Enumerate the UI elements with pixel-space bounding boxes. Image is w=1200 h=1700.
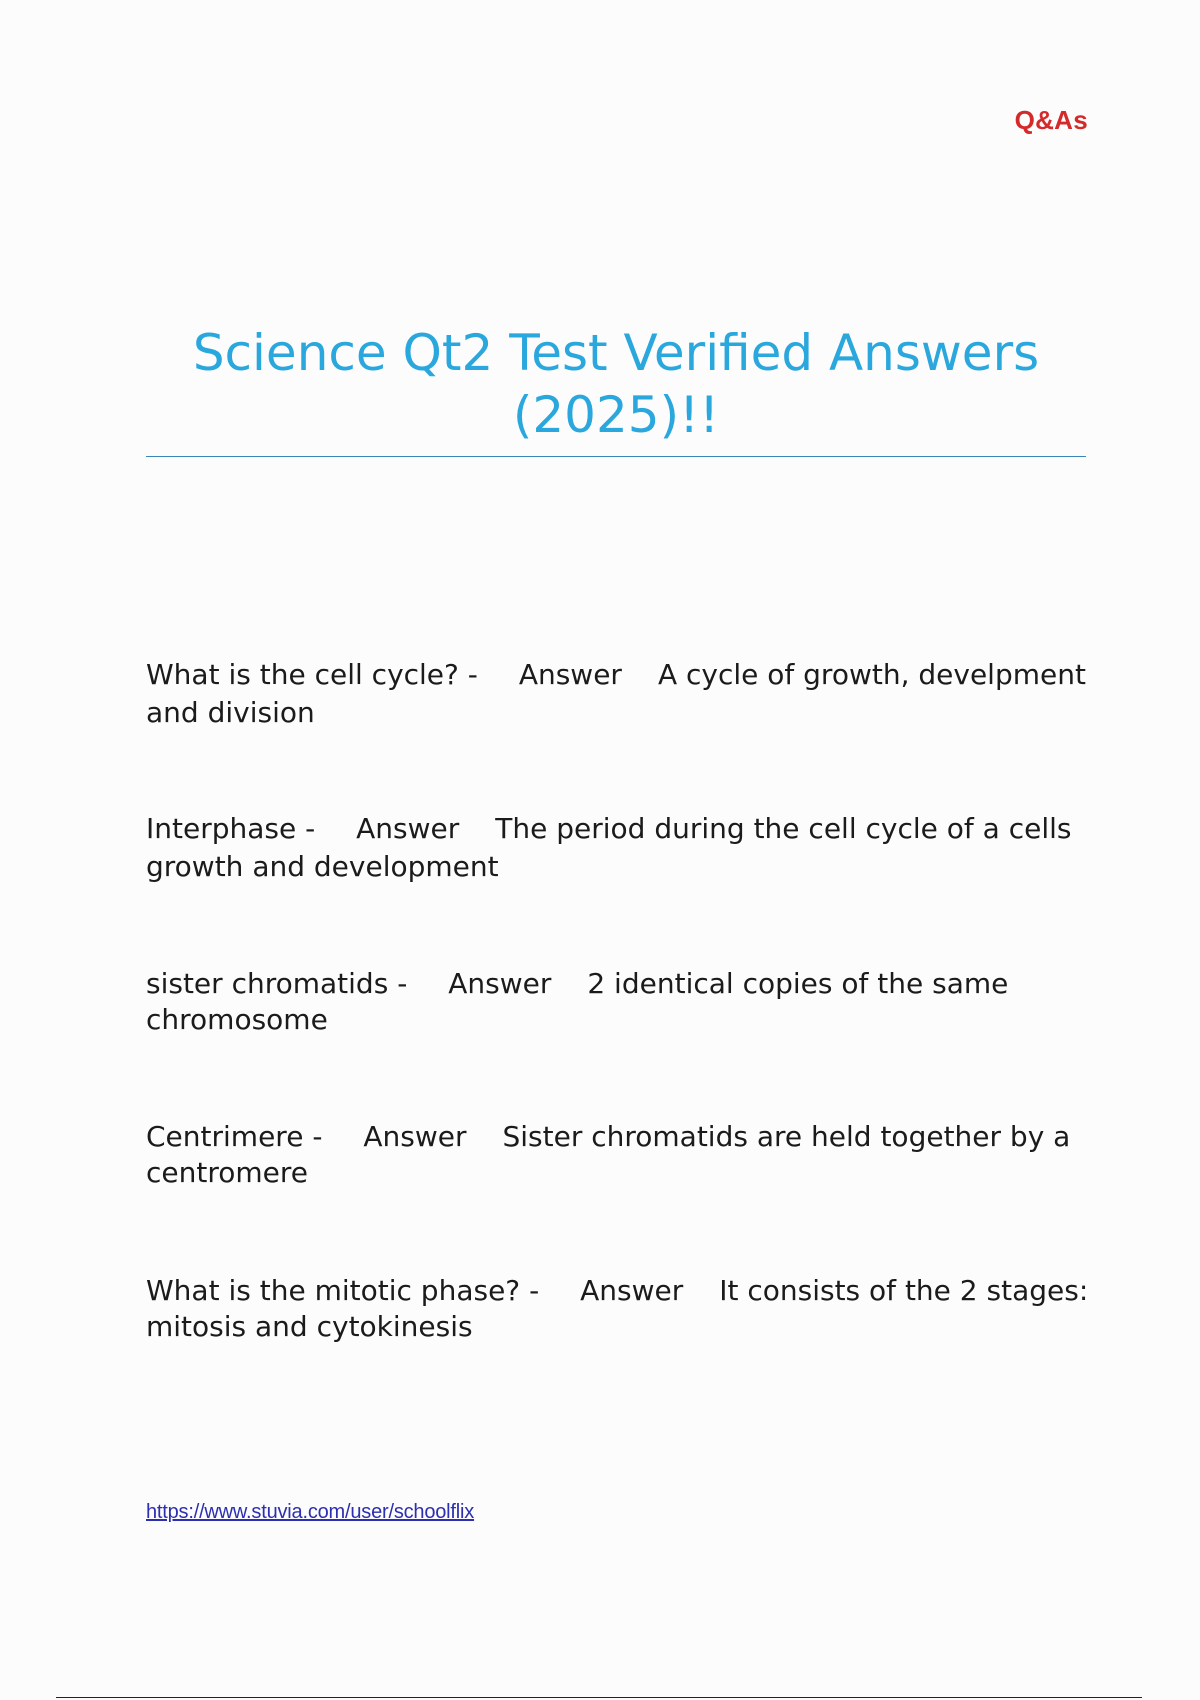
qa-item [146, 1119, 1091, 1191]
question-separator: - [520, 1274, 549, 1307]
answer-label: Answer [363, 1120, 467, 1153]
question-text: Interphase [146, 812, 297, 845]
answer-label: Answer [580, 1274, 684, 1307]
source-link[interactable]: https://www.stuvia.com/user/schoolflix [146, 1501, 475, 1523]
title-line-2: (2025)!! [512, 386, 720, 444]
question-text: What is the cell cycle? [146, 658, 459, 691]
answer-label: Answer [448, 967, 552, 1000]
title-line-1: Science Qt2 Test Verified Answers [192, 324, 1040, 382]
answer-text: It consists of the 2 stages: mitosis and cytokinesis [146, 1274, 1089, 1343]
qa-item [146, 810, 1091, 886]
qa-badge: Q&As [1014, 105, 1088, 135]
title-divider [146, 456, 1086, 457]
answer-label: Answer [518, 658, 622, 691]
answer-text: Sister chromatids are held together by a centromere [146, 1120, 1071, 1189]
question-separator: - [296, 812, 325, 845]
qa-item [146, 966, 1091, 1038]
question-text: sister chromatids [146, 967, 389, 1000]
document-title [146, 322, 1086, 446]
question-separator: - [458, 658, 487, 691]
answer-text: 2 identical copies of the same chromosome [146, 967, 1009, 1036]
answer-text: A cycle of growth, develpment and division [146, 658, 1086, 729]
footer-divider [56, 1697, 1142, 1698]
answer-label: Answer [356, 812, 460, 845]
question-separator: - [388, 967, 417, 1000]
question-text: Centrimere [146, 1120, 304, 1153]
answer-text: The period during the cell cycle of a cells growth and development [146, 812, 1072, 883]
qa-item [146, 1273, 1091, 1345]
question-separator: - [303, 1120, 332, 1153]
qa-item [146, 656, 1091, 732]
question-text: What is the mitotic phase? [146, 1274, 521, 1307]
